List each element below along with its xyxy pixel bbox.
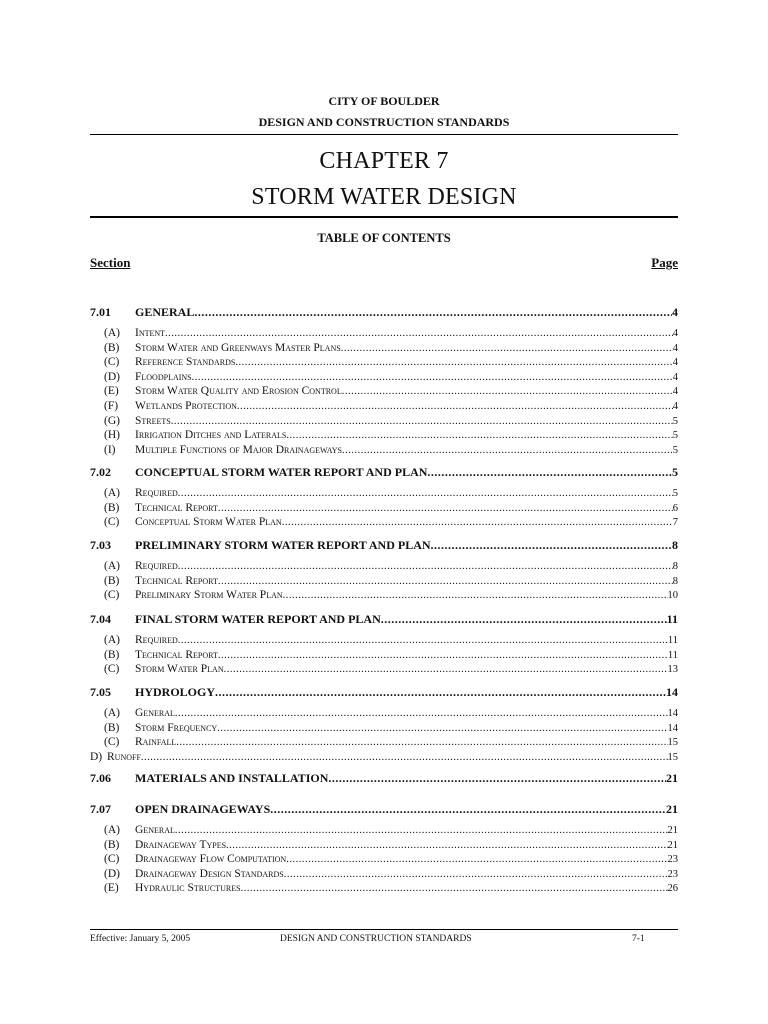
header-city: CITY OF BOULDER: [328, 94, 440, 108]
dot-leader: [282, 517, 673, 528]
entry-title: Technical Report: [135, 648, 218, 661]
entry-letter: (A): [104, 560, 120, 572]
entry-page: 11: [667, 649, 678, 661]
toc-entry[interactable]: [90, 868, 678, 882]
entry-page: 21: [667, 839, 678, 851]
entry-page: 4: [672, 342, 678, 354]
toc-entry[interactable]: [90, 882, 678, 896]
entry-title: Rainfall: [135, 736, 177, 749]
section-number: 7.02: [90, 465, 111, 479]
dot-leader: [192, 372, 673, 383]
dot-leader: [175, 825, 668, 836]
entry-letter: (G): [104, 414, 120, 427]
dot-leader: [218, 503, 673, 514]
section-number: 7.05: [90, 685, 111, 699]
dot-leader: [176, 737, 667, 748]
entry-page: 8: [672, 575, 678, 587]
chapter-divider: [90, 216, 678, 218]
dot-leader: [286, 854, 667, 865]
toc-entry[interactable]: [90, 371, 678, 385]
toc-section-7-04[interactable]: [90, 612, 678, 628]
toc-entry[interactable]: [90, 385, 678, 399]
dot-leader: [194, 305, 672, 320]
entry-page: 4: [672, 328, 678, 339]
entry-page: 8: [672, 561, 678, 572]
entry-title: Runoff: [107, 750, 141, 763]
toc-entry[interactable]: [90, 649, 678, 663]
entry-letter: (D): [104, 867, 120, 880]
entry-page: 13: [667, 664, 678, 676]
entry-letter: (A): [104, 327, 120, 339]
dot-leader: [270, 802, 666, 817]
section-number: 7.04: [90, 612, 111, 626]
entry-title: Conceptual Storm Water Plan: [135, 516, 282, 529]
entry-title: General: [135, 707, 175, 719]
section-title: GENERAL: [135, 305, 195, 319]
entry-page: 4: [672, 371, 678, 383]
entry-page: 5: [672, 444, 678, 456]
dot-leader: [342, 386, 673, 397]
entry-letter: (B): [104, 721, 120, 734]
dot-leader: [218, 650, 668, 661]
entry-title: Irrigation Ditches and Laterals: [135, 429, 287, 442]
toc-entry[interactable]: [90, 663, 678, 677]
entry-letter: (C): [104, 356, 120, 369]
toc-entry[interactable]: [90, 400, 678, 414]
entry-letter: D): [90, 750, 103, 763]
entry-letter: (C): [104, 516, 120, 529]
entry-letter: (C): [104, 736, 120, 749]
toc-entry[interactable]: [90, 634, 678, 648]
toc-entry[interactable]: [90, 516, 678, 530]
entry-title: Floodplains: [135, 370, 192, 383]
entry-title: Storm Frequency: [135, 721, 218, 734]
entry-page: 5: [672, 488, 678, 499]
entry-letter: (A): [104, 824, 120, 836]
entry-page: 14: [667, 722, 678, 734]
toc-entry[interactable]: [90, 824, 678, 838]
toc-entry[interactable]: [90, 327, 678, 341]
entry-letter: (D): [104, 370, 120, 383]
entry-title: Drainageway Design Standards: [135, 867, 284, 880]
entry-title: Intent: [135, 327, 166, 339]
dot-leader: [241, 883, 668, 894]
entry-letter: (C): [104, 589, 120, 602]
section-page: 14: [666, 685, 678, 699]
entry-letter: (B): [104, 574, 120, 587]
toc-section-7-01[interactable]: [90, 305, 678, 321]
toc-entry[interactable]: [90, 342, 678, 356]
entry-letter: (B): [104, 341, 120, 354]
toc-section-7-07[interactable]: [90, 802, 678, 818]
entry-page: 4: [672, 357, 678, 369]
entry-title: Drainageway Flow Computation: [135, 853, 287, 866]
entry-letter: (C): [104, 663, 120, 676]
toc-entry[interactable]: [90, 751, 678, 765]
toc-entry[interactable]: [90, 444, 678, 458]
entry-letter: (A): [104, 707, 120, 719]
section-number: 7.01: [90, 305, 111, 319]
toc-entry[interactable]: [90, 736, 678, 750]
toc-entry[interactable]: [90, 415, 678, 429]
entry-page: 15: [667, 751, 678, 763]
chapter-number: CHAPTER 7: [319, 148, 449, 174]
toc-entry[interactable]: [90, 853, 678, 867]
toc-entry[interactable]: [90, 502, 678, 516]
header-standards: DESIGN AND CONSTRUCTION STANDARDS: [258, 115, 510, 129]
entry-page: 26: [667, 883, 678, 895]
dot-leader: [341, 343, 673, 354]
toc-entry[interactable]: [90, 839, 678, 853]
entry-page: 5: [672, 415, 678, 427]
dot-leader: [328, 771, 666, 786]
entry-letter: (A): [104, 487, 120, 499]
dot-leader: [235, 357, 672, 368]
entry-page: 11: [667, 635, 678, 646]
dot-leader: [141, 752, 668, 763]
toc-section-label: Section: [90, 255, 131, 270]
entry-title: General: [135, 824, 175, 836]
entry-title: Preliminary Storm Water Plan: [135, 589, 283, 602]
dot-leader: [381, 612, 667, 627]
dot-leader: [237, 401, 673, 412]
toc-entry[interactable]: [90, 356, 678, 370]
dot-leader: [215, 685, 666, 700]
entry-letter: (B): [104, 648, 120, 661]
dot-leader: [171, 416, 673, 427]
entry-title: Drainageway Types: [135, 838, 227, 851]
header-divider: [90, 134, 678, 135]
toc-entry[interactable]: [90, 429, 678, 443]
section-page: 21: [666, 771, 678, 785]
entry-page: 21: [667, 825, 678, 836]
toc-entry[interactable]: [90, 575, 678, 589]
entry-title: Technical Report: [135, 501, 218, 514]
entry-letter: (A): [104, 634, 120, 646]
entry-page: 23: [667, 868, 678, 880]
entry-letter: (H): [104, 429, 120, 442]
section-page: 8: [672, 538, 678, 552]
toc-section-7-03[interactable]: [90, 538, 678, 554]
entry-letter: (E): [104, 385, 119, 398]
dot-leader: [226, 840, 667, 851]
section-number: 7.03: [90, 538, 111, 552]
footer-effective-date: Effective: January 5, 2005: [90, 934, 191, 944]
section-page: 21: [666, 802, 678, 816]
entry-title: Multiple Functions of Major Drainageways: [135, 443, 342, 456]
dot-leader: [217, 723, 667, 734]
dot-leader: [427, 465, 672, 480]
section-title: MATERIALS AND INSTALLATION: [135, 771, 329, 785]
toc-page-label: Page: [651, 255, 678, 270]
section-title: PRELIMINARY STORM WATER REPORT AND PLAN: [135, 538, 431, 552]
section-page: 4: [672, 305, 678, 319]
toc-entry[interactable]: [90, 589, 678, 603]
toc-section-7-06[interactable]: [90, 771, 678, 787]
entry-page: 14: [667, 708, 678, 719]
entry-title: Storm Water and Greenways Master Plans: [135, 341, 341, 354]
entry-page: 7: [672, 517, 678, 529]
dot-leader: [178, 561, 673, 572]
dot-leader: [175, 708, 668, 719]
section-page: 11: [666, 612, 678, 626]
entry-title: Streets: [135, 414, 171, 427]
dot-leader: [284, 869, 668, 880]
footer-divider: [90, 929, 678, 930]
dot-leader: [342, 445, 673, 456]
entry-letter: (E): [104, 882, 119, 895]
entry-page: 5: [672, 430, 678, 442]
entry-letter: (B): [104, 501, 120, 514]
entry-letter: (I): [104, 443, 116, 456]
entry-page: 23: [667, 854, 678, 866]
section-title: FINAL STORM WATER REPORT AND PLAN: [135, 612, 381, 626]
entry-title: Required: [135, 560, 178, 572]
entry-letter: (B): [104, 838, 120, 851]
toc-section-7-02[interactable]: [90, 465, 678, 481]
entry-title: Wetlands Protection: [135, 400, 237, 412]
toc-entry[interactable]: [90, 722, 678, 736]
entry-letter: (C): [104, 853, 120, 866]
dot-leader: [178, 635, 668, 646]
entry-letter: (F): [104, 400, 119, 412]
entry-page: 6: [672, 502, 678, 514]
toc-entry[interactable]: [90, 487, 678, 501]
dot-leader: [283, 590, 668, 601]
section-title: HYDROLOGY: [135, 685, 216, 699]
dot-leader: [178, 488, 673, 499]
footer-page-number: 7-1: [632, 934, 645, 944]
section-title: OPEN DRAINAGEWAYS: [135, 802, 271, 816]
toc-entry[interactable]: [90, 560, 678, 574]
dot-leader: [224, 664, 668, 675]
entry-page: 10: [667, 590, 678, 602]
entry-page: 15: [667, 737, 678, 749]
dot-leader: [286, 430, 672, 441]
entry-title: Reference Standards: [135, 356, 236, 369]
entry-title: Technical Report: [135, 574, 218, 587]
entry-title: Storm Water Quality and Erosion Control: [135, 385, 342, 398]
entry-title: Required: [135, 487, 178, 499]
toc-section-7-05[interactable]: [90, 685, 678, 701]
toc-entry[interactable]: [90, 707, 678, 721]
section-number: 7.06: [90, 771, 111, 785]
section-page: 5: [672, 465, 678, 479]
footer-title: DESIGN AND CONSTRUCTION STANDARDS: [280, 934, 472, 944]
entry-page: 4: [672, 386, 678, 398]
section-number: 7.07: [90, 802, 111, 816]
entry-title: Required: [135, 634, 178, 646]
entry-page: 4: [672, 401, 678, 412]
entry-title: Hydraulic Structures: [135, 882, 241, 895]
dot-leader: [431, 538, 672, 553]
section-title: CONCEPTUAL STORM WATER REPORT AND PLAN: [135, 465, 428, 479]
entry-title: Storm Water Plan: [135, 663, 224, 676]
dot-leader: [218, 576, 673, 587]
chapter-title: STORM WATER DESIGN: [251, 184, 517, 210]
dot-leader: [165, 328, 673, 339]
toc-heading: TABLE OF CONTENTS: [317, 231, 451, 245]
